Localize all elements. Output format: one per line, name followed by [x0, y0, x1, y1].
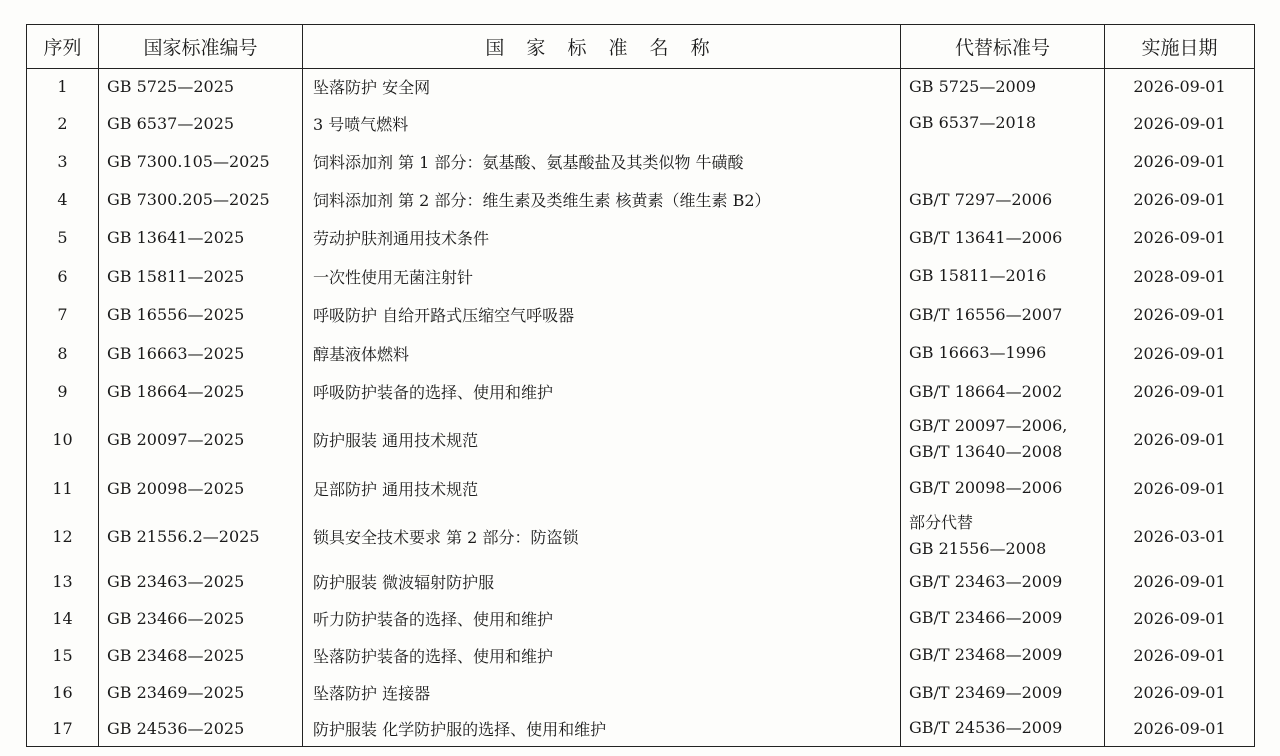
- date-cell: 2028-09-01: [1105, 257, 1255, 296]
- code-cell: GB 16663—2025: [99, 334, 303, 373]
- seq-cell: 4: [27, 181, 99, 218]
- code-cell: GB 5725—2025: [99, 69, 303, 105]
- replaces-cell: [901, 218, 1105, 257]
- replaces-cell: [901, 105, 1105, 141]
- replaces-line: GB/T 13640—2008: [909, 442, 1063, 462]
- replaces-line: GB/T 16556—2007: [909, 304, 1063, 324]
- code-cell: GB 15811—2025: [99, 257, 303, 296]
- replaces-line: GB/T 23469—2009: [909, 682, 1063, 702]
- table-row: [27, 636, 1255, 675]
- code-cell: GB 7300.105—2025: [99, 141, 303, 181]
- replaces-line: GB 15811—2016: [909, 266, 1047, 286]
- seq-cell: 17: [27, 711, 99, 747]
- replaces-line: GB 21556—2008: [909, 539, 1047, 559]
- replaces-cell: [901, 295, 1105, 334]
- table-row: [27, 601, 1255, 636]
- seq-cell: 10: [27, 411, 99, 467]
- name-cell: 一次性使用无菌注射针: [303, 257, 901, 296]
- date-cell: 2026-09-01: [1105, 141, 1255, 181]
- replaces-cell: [901, 467, 1105, 509]
- replaces-cell: [901, 601, 1105, 636]
- table-row: [27, 141, 1255, 181]
- name-cell: 醇基液体燃料: [303, 334, 901, 373]
- date-cell: 2026-09-01: [1105, 69, 1255, 105]
- header-date: 实施日期: [1105, 25, 1255, 69]
- replaces-cell: [901, 257, 1105, 296]
- seq-cell: 5: [27, 218, 99, 257]
- date-cell: 2026-09-01: [1105, 563, 1255, 600]
- replaces-cell: [901, 181, 1105, 218]
- header-row: [27, 25, 1255, 69]
- name-cell: 呼吸防护 自给开路式压缩空气呼吸器: [303, 295, 901, 334]
- replaces-line: GB/T 23463—2009: [909, 571, 1063, 591]
- replaces-cell: [901, 373, 1105, 412]
- table-row: [27, 334, 1255, 373]
- code-cell: GB 7300.205—2025: [99, 181, 303, 218]
- replaces-cell: [901, 334, 1105, 373]
- seq-cell: 1: [27, 69, 99, 105]
- replaces-line: GB/T 20097—2006,: [909, 416, 1068, 436]
- date-cell: 2026-03-01: [1105, 509, 1255, 563]
- header-code: 国家标准编号: [99, 25, 303, 69]
- name-cell: 防护服装 化学防护服的选择、使用和维护: [303, 711, 901, 747]
- seq-cell: 2: [27, 105, 99, 141]
- table-row: [27, 373, 1255, 412]
- name-cell: 坠落防护装备的选择、使用和维护: [303, 636, 901, 675]
- seq-cell: 14: [27, 601, 99, 636]
- name-cell: 防护服装 微波辐射防护服: [303, 563, 901, 600]
- table-row: [27, 181, 1255, 218]
- date-cell: 2026-09-01: [1105, 467, 1255, 509]
- replaces-line: GB/T 7297—2006: [909, 189, 1053, 209]
- date-cell: 2026-09-01: [1105, 636, 1255, 675]
- replaces-line: 部分代替: [909, 513, 974, 533]
- name-cell: 呼吸防护装备的选择、使用和维护: [303, 373, 901, 412]
- date-cell: 2026-09-01: [1105, 105, 1255, 141]
- replaces-cell: [901, 141, 1105, 181]
- replaces-line: GB 16663—1996: [909, 343, 1047, 363]
- date-cell: 2026-09-01: [1105, 218, 1255, 257]
- table-row: [27, 509, 1255, 563]
- name-cell: 坠落防护 安全网: [303, 69, 901, 105]
- name-cell: 锁具安全技术要求 第 2 部分：防盗锁: [303, 509, 901, 563]
- table-row: [27, 411, 1255, 467]
- seq-cell: 11: [27, 467, 99, 509]
- replaces-line: GB/T 13641—2006: [909, 227, 1063, 247]
- replaces-line: GB 5725—2009: [909, 76, 1037, 96]
- code-cell: GB 6537—2025: [99, 105, 303, 141]
- replaces-line: GB/T 20098—2006: [909, 478, 1063, 498]
- seq-cell: 12: [27, 509, 99, 563]
- table-row: [27, 69, 1255, 105]
- code-cell: GB 16556—2025: [99, 295, 303, 334]
- name-cell: 劳动护肤剂通用技术条件: [303, 218, 901, 257]
- seq-cell: 15: [27, 636, 99, 675]
- name-cell: 坠落防护 连接器: [303, 675, 901, 711]
- name-cell: 饲料添加剂 第 2 部分：维生素及类维生素 核黄素（维生素 B2）: [303, 181, 901, 218]
- table-row: [27, 563, 1255, 600]
- replaces-line: GB 6537—2018: [909, 113, 1037, 133]
- name-cell: 防护服装 通用技术规范: [303, 411, 901, 467]
- table-row: [27, 295, 1255, 334]
- seq-cell: 7: [27, 295, 99, 334]
- header-replaces: 代替标准号: [901, 25, 1105, 69]
- replaces-line: GB/T 18664—2002: [909, 381, 1063, 401]
- seq-cell: 3: [27, 141, 99, 181]
- replaces-cell: [901, 675, 1105, 711]
- replaces-line: GB/T 24536—2009: [909, 718, 1063, 738]
- replaces-cell: [901, 636, 1105, 675]
- date-cell: 2026-09-01: [1105, 334, 1255, 373]
- date-cell: 2026-09-01: [1105, 295, 1255, 334]
- table-row: [27, 105, 1255, 141]
- date-cell: 2026-09-01: [1105, 411, 1255, 467]
- code-cell: GB 21556.2—2025: [99, 509, 303, 563]
- seq-cell: 9: [27, 373, 99, 412]
- seq-cell: 6: [27, 257, 99, 296]
- code-cell: GB 20098—2025: [99, 467, 303, 509]
- code-cell: GB 18664—2025: [99, 373, 303, 412]
- code-cell: GB 23463—2025: [99, 563, 303, 600]
- code-cell: GB 13641—2025: [99, 218, 303, 257]
- table-body: [27, 69, 1255, 747]
- code-cell: GB 20097—2025: [99, 411, 303, 467]
- table-row: [27, 218, 1255, 257]
- table-row: [27, 467, 1255, 509]
- date-cell: 2026-09-01: [1105, 373, 1255, 412]
- seq-cell: 8: [27, 334, 99, 373]
- standards-table: [26, 24, 1255, 747]
- seq-cell: 13: [27, 563, 99, 600]
- replaces-cell: [901, 411, 1105, 467]
- seq-cell: 16: [27, 675, 99, 711]
- header-name: 国 家 标 准 名 称: [303, 25, 901, 69]
- replaces-cell: [901, 563, 1105, 600]
- replaces-line: GB/T 23466—2009: [909, 608, 1063, 628]
- replaces-cell: [901, 69, 1105, 105]
- date-cell: 2026-09-01: [1105, 711, 1255, 747]
- replaces-line: GB/T 23468—2009: [909, 645, 1063, 665]
- date-cell: 2026-09-01: [1105, 601, 1255, 636]
- table-row: [27, 257, 1255, 296]
- code-cell: GB 23466—2025: [99, 601, 303, 636]
- name-cell: 足部防护 通用技术规范: [303, 467, 901, 509]
- date-cell: 2026-09-01: [1105, 675, 1255, 711]
- table-row: [27, 711, 1255, 747]
- table-row: [27, 675, 1255, 711]
- name-cell: 听力防护装备的选择、使用和维护: [303, 601, 901, 636]
- header-seq: 序列: [27, 25, 99, 69]
- date-cell: 2026-09-01: [1105, 181, 1255, 218]
- code-cell: GB 23468—2025: [99, 636, 303, 675]
- replaces-cell: [901, 509, 1105, 563]
- name-cell: 3 号喷气燃料: [303, 105, 901, 141]
- code-cell: GB 23469—2025: [99, 675, 303, 711]
- name-cell: 饲料添加剂 第 1 部分：氨基酸、氨基酸盐及其类似物 牛磺酸: [303, 141, 901, 181]
- replaces-cell: [901, 711, 1105, 747]
- code-cell: GB 24536—2025: [99, 711, 303, 747]
